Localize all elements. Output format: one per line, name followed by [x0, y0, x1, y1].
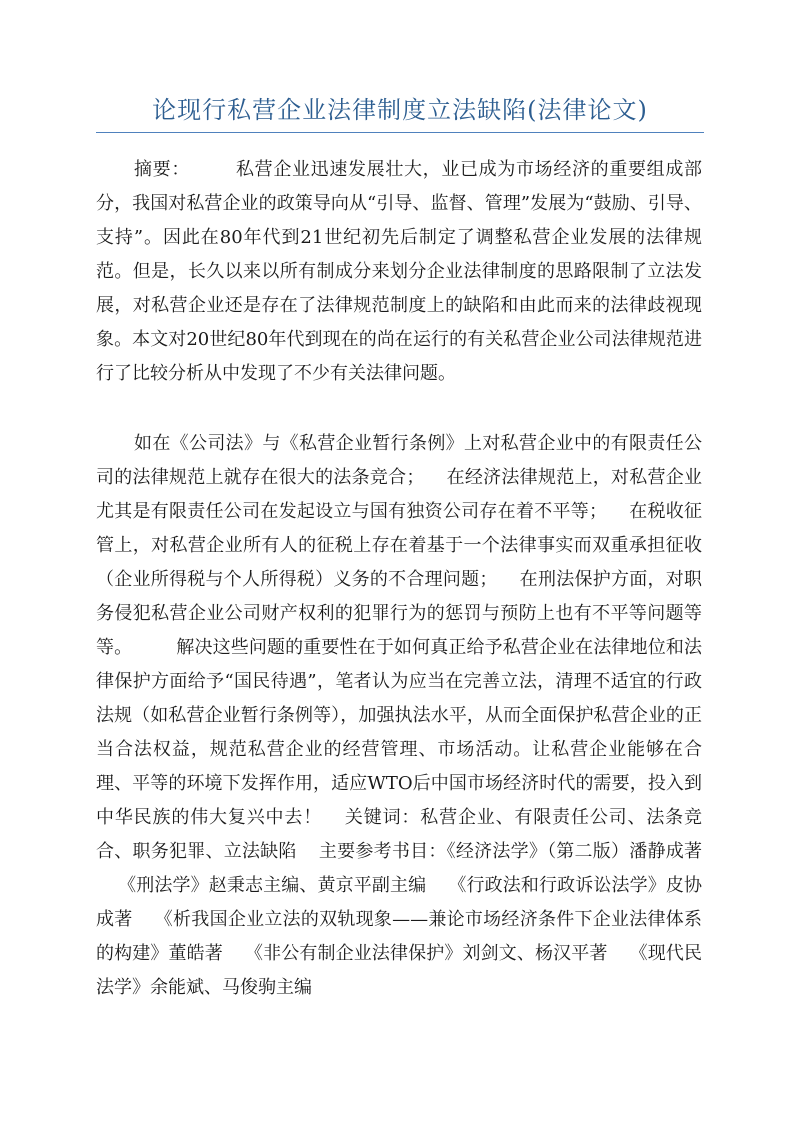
- body-paragraph: [96, 427, 702, 1005]
- references-intro: 主要参考书目：《经济法学》（第二版）潘静成著: [318, 841, 703, 862]
- reference-item: 《刑法学》赵秉志主编、黄京平副主编: [118, 875, 427, 896]
- reference-item: 《现代民法学》余能斌、马俊驹主编: [96, 943, 702, 998]
- title-underline: [96, 132, 704, 133]
- abstract-text: 私营企业迅速发展壮大，业已成为市场经济的重要组成部分，我国对私营企业的政策导向从“引导、监督、管理”发展为“鼓励、引导、支持”。因此在80年代到21世纪初先后制定了调整私营企业发展的法律规范。但是，长久以来以所有制成分来划分企业法律制度的思路限制了立法发展，对私营企业还是存在了法律规范制度上的缺陷和由此而来的法律歧视现象。本文对20世纪80年代到现在的尚在运行的有关私营企业公司法律规范进行了比较分析从中发现了不少有关法律问题。: [96, 159, 702, 384]
- body-segment-5: 解决这些问题的重要性在于如何真正给予私营企业在法律地位和法律保护方面给予“国民待遇”，笔者认为应当在完善立法，清理不适宜的行政法规（如私营企业暂行条例等），加强执法水平，从而全面保护私营企业的正当合法权益，规范私营企业的经营管理、市场活动。让私营企业能够在合理、平等的环境下发挥作用，适应WTO后中国市场经济时代的需要，投入到中华民族的伟大复兴中去！: [96, 637, 703, 828]
- abstract-label: 摘要：: [134, 159, 190, 180]
- reference-item: 《行政法和行政诉讼法学》皮协成著: [96, 875, 702, 930]
- abstract-paragraph: [96, 153, 702, 391]
- body-segment-4: 在刑法保护方面，对职务侵犯私营企业公司财产权利的犯罪行为的惩罚与预防上也有不平等问题等等。: [96, 569, 703, 658]
- reference-item: 《非公有制企业法律保护》刘剑文、杨汉平著: [244, 943, 608, 964]
- body-segment-3: 在税收征管上，对私营企业所有人的征税上存在着基于一个法律事实而双重承担征收（企业所得税与个人所得税）义务的不合理问题；: [96, 501, 703, 590]
- reference-item: 《析我国企业立法的双轨现象——兼论市场经济条件下企业法律体系的构建》董皓著: [96, 909, 703, 964]
- document-title: 论现行私营企业法律制度立法缺陷(法律论文): [152, 96, 648, 124]
- keywords: 关键词：私营企业、有限责任公司、法条竞合、职务犯罪、立法缺陷: [96, 807, 703, 862]
- body-segment-1: 如在《公司法》与《私营企业暂行条例》上对私营企业中的有限责任公司的法律规范上就存在很大的法条竞合；: [96, 433, 702, 488]
- body-segment-2: 在经济法律规范上，对私营企业尤其是有限责任公司在发起设立与国有独资公司存在着不平等；: [96, 467, 703, 522]
